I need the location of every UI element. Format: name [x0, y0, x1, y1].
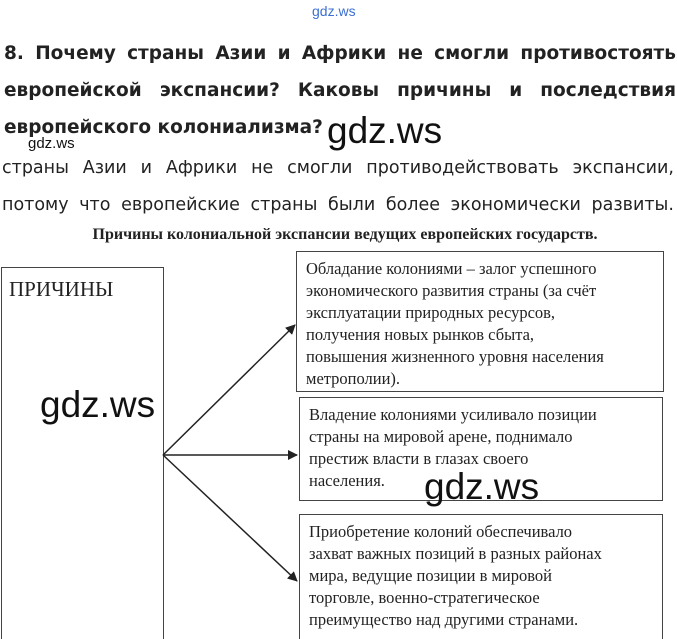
answer-word: были	[328, 195, 376, 215]
cause-line: захват важных позиций в разных районах	[309, 544, 602, 563]
answer-word: страны	[250, 195, 318, 215]
answer-word: страны	[2, 158, 69, 178]
question-line-3: европейского колониализма?	[4, 117, 323, 138]
answer-word: противодействовать	[366, 158, 559, 178]
question-word: экспансии?	[159, 80, 280, 101]
watermark-small: gdz.ws	[28, 135, 75, 152]
cause-line: мира, ведущие позиции в мировой	[309, 566, 553, 585]
answer-word: экспансии,	[572, 158, 674, 178]
question-word: смогли	[434, 43, 510, 64]
cause-line: Приобретение колоний обеспечивало	[309, 522, 573, 541]
question-word: и	[277, 43, 291, 64]
watermark-top: gdz.ws	[312, 3, 356, 19]
answer-word: экономически	[450, 195, 581, 215]
question-word: страны	[127, 43, 205, 64]
arrow-to-economic	[163, 325, 295, 455]
answer-word: Африки	[165, 158, 238, 178]
answer-word: смогли	[287, 158, 353, 178]
answer-word: что	[79, 195, 111, 215]
answer-word: европейские	[121, 195, 240, 215]
cause-line: страны на мировой арене, поднимало	[309, 427, 573, 446]
cause-line: метрополии).	[306, 369, 401, 388]
question-word: Африки	[301, 43, 387, 64]
watermark-large: gdz.ws	[327, 110, 443, 151]
question-word: европейской	[4, 80, 142, 101]
cause-line: населения.	[309, 471, 385, 490]
cause-line: престиж власти в глазах своего	[309, 449, 529, 468]
question-word: 8.	[4, 43, 24, 64]
cause-line: получения новых рынков сбыта,	[306, 325, 535, 344]
cause-line: преимущество над другими странами.	[309, 610, 579, 629]
question-word: Почему	[35, 43, 116, 64]
question-word: противостоять	[520, 43, 676, 64]
question-word: Каковы	[297, 80, 380, 101]
answer-word: не	[251, 158, 274, 178]
answer-word: и	[140, 158, 153, 178]
question-word: последствия	[540, 80, 676, 101]
cause-line: повышения жизненного уровня населения	[306, 347, 604, 366]
question-word: и	[509, 80, 523, 101]
cause-line: торговле, военно-стратегическое	[309, 588, 540, 607]
answer-word: развиты.	[591, 195, 674, 215]
answer-word: потому	[2, 195, 69, 215]
question-word: не	[397, 43, 423, 64]
answer-word: более	[385, 195, 441, 215]
question-word: Азии	[215, 43, 267, 64]
cause-line: Обладание колониями – залог успешного	[306, 259, 597, 278]
arrow-to-strategic	[163, 455, 297, 581]
diagram-title: Причины колониальной экспансии ведущих европейских государств.	[92, 226, 598, 243]
cause-line: эксплуатации природных ресурсов,	[306, 303, 556, 322]
watermark-large: gdz.ws	[424, 466, 540, 507]
answer-word: Азии	[82, 158, 127, 178]
question-word: причины	[397, 80, 492, 101]
cause-line: экономического развития страны (за счёт	[306, 281, 597, 300]
cause-line: Владение колониями усиливало позиции	[309, 405, 597, 424]
watermark-large: gdz.ws	[40, 384, 156, 425]
causes-main-label: ПРИЧИНЫ	[9, 277, 114, 301]
